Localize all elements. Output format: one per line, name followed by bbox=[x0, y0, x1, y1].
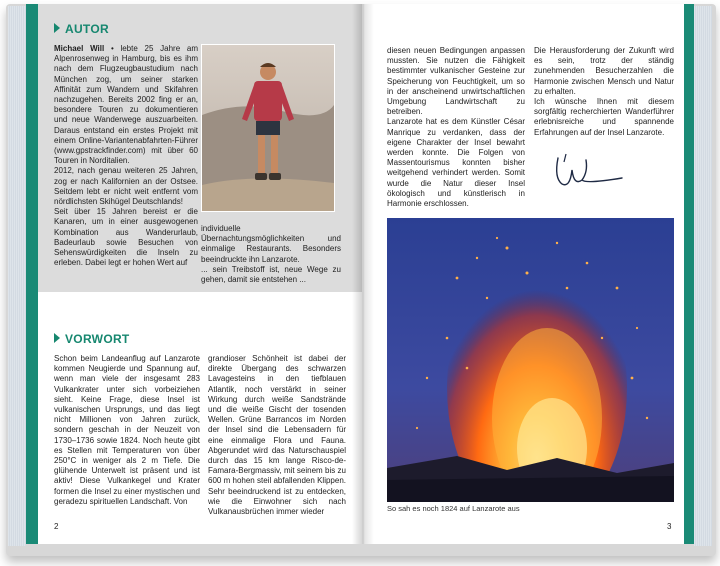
author-intro: • lebte 25 Jahre am Alpenrosenweg in Hamburg, bis es ihm nach dem Flugzeugbaustudium nach München zog, um seiner starken Affinität zum Wandern und Skifahren nachzugehen. Bereits 2002 fing er an, besondere Touren zu dokumentieren und neue Wanderwege auszuarbeiten. Daraus entstand ein erstes Projekt mit einem Online-Variantenabfahrten-Führer (www.gpstrackfinder.com) mit über 60 Touren in Norditalien. bbox=[54, 44, 198, 166]
author-signature bbox=[552, 150, 632, 196]
author-para3: Seit über 15 Jahren bereist er die Kanaren, um in einer ausgewogenen Kombination aus Wanderurlaub, Badeurlaub sowie Besuchen von Sehenswürdigkeiten die Inseln zu erleben. Dabei legt er hohen Wert auf bbox=[54, 207, 198, 268]
author-heading-text: AUTOR bbox=[65, 22, 109, 36]
foreword-col4-para1: Die Herausforderung der Zukunft wird es sein, trotz der ständig zunehmenden Besucherzahlen die Harmonie zwischen Mensch und Natur zu erhalten. bbox=[534, 46, 674, 96]
foreword-col3 bbox=[387, 46, 525, 209]
page-number-right: 3 bbox=[667, 522, 672, 531]
triangle-arrow-icon bbox=[54, 23, 60, 33]
author-para2: 2012, nach genau weiteren 25 Jahren, zog er nach Kalifornien an der Ostsee. Seitdem lebt er nicht weit entfernt vom nördlichsten Skihügel Deutschlands! bbox=[54, 166, 198, 207]
author-col2-para2: ... sein Treibstoff ist, neue Wege zu gehen, damit sie entstehen ... bbox=[201, 264, 341, 285]
author-name: Michael Will bbox=[54, 44, 105, 53]
author-bio-col2 bbox=[201, 224, 341, 285]
author-heading bbox=[54, 22, 109, 36]
foreword-col1: Schon beim Landeanflug auf Lanzarote kommen Neugierde und Spannung auf, wenn man viele der insgesamt 283 Vulkankrater unter sich vorbeiziehen sieht. Keine Frage, diese Insel ist vulkanischen Ursprungs, und das liegt nicht Millionen von Jahren zurück, sondern geschah in der Neuzeit von 1730–1736 sowie 1824. Noch heute gibt es Stellen mit Temperaturen von über 250°C in weniger als 2 m Tiefe. Die glühende Unterwelt ist präsent und ist aktiv! Diese Vulkankegel und Krater formen die Insel zu einer mystischen und geradezu spirituellen Landschaft. Von bbox=[54, 354, 200, 506]
foreword-col3-para1: diesen neuen Bedingungen anpassen mussten. Sie nutzen die Fähigkeit bestimmter vulkanischer Gesteine zur Speicherung von Feuchtigkeit, um so in der anscheinend unwirtschaftlichen Umgebung Landwirtschaft zu betreiben. bbox=[387, 46, 525, 117]
accent-bar-right bbox=[684, 4, 694, 544]
left-page bbox=[26, 4, 362, 544]
author-bio-col1 bbox=[54, 44, 198, 268]
triangle-arrow-icon bbox=[54, 333, 60, 343]
foreword-col4 bbox=[534, 46, 674, 138]
hiker-photo-illustration bbox=[202, 45, 334, 211]
author-col2-para1: individuelle Übernachtungsmöglichkeiten und einmalige Restaurants. Besonders beeindruckte ihn Lanzarote. bbox=[201, 224, 341, 264]
foreword-col2: grandioser Schönheit ist dabei der direkte Übergang des schwarzen Lavagesteins in den tiefblauen Atlantik, noch verstärkt in seiner Wirkung durch weiße Sandstrände und die weiße Gischt der tosenden Wellen. Grüne Barrancos im Norden der Insel sind die Lebensadern für eine einmalige Flora und Fauna. Abgerundet wird das Naturschauspiel durch das 15 km lange Risco-de-Famara-Bergmassiv, mit seinem bis zu 600 m hohen steil abfallenden Klippen. Sehr beeindruckend ist zu entdecken, wie die Einwohner sich nach Vulkanausbrüchen immer wieder bbox=[208, 354, 346, 517]
foreword-col3-para2: Lanzarote hat es dem Künstler César Manrique zu verdanken, dass der eigene Charakter der Insel bewahrt werden konnte. Die Folgen von Massentourismus konnten bisher weitgehend verhindert werden. Somit wurde die Natur dieser Insel ökologisch und künstlerisch in Harmonie erschlossen. bbox=[387, 117, 525, 209]
author-photo bbox=[201, 44, 335, 212]
page-number-left: 2 bbox=[54, 522, 59, 531]
volcano-illustration bbox=[387, 218, 674, 502]
foreword-heading-text: VORWORT bbox=[65, 332, 130, 346]
accent-bar-left bbox=[26, 4, 38, 544]
page-edges-right bbox=[694, 6, 712, 546]
foreword-col4-para2: Ich wünsche Ihnen mit diesem sorgfältig recherchierten Wanderführer erlebnisreiche und spannende Erfahrungen auf der Insel Lanzarote. bbox=[534, 97, 674, 137]
page-edges-left bbox=[8, 6, 26, 546]
right-page bbox=[362, 4, 694, 544]
photo-caption: So sah es noch 1824 auf Lanzarote aus bbox=[387, 504, 520, 513]
volcano-eruption-photo bbox=[387, 218, 674, 502]
foreword-heading bbox=[54, 332, 130, 346]
